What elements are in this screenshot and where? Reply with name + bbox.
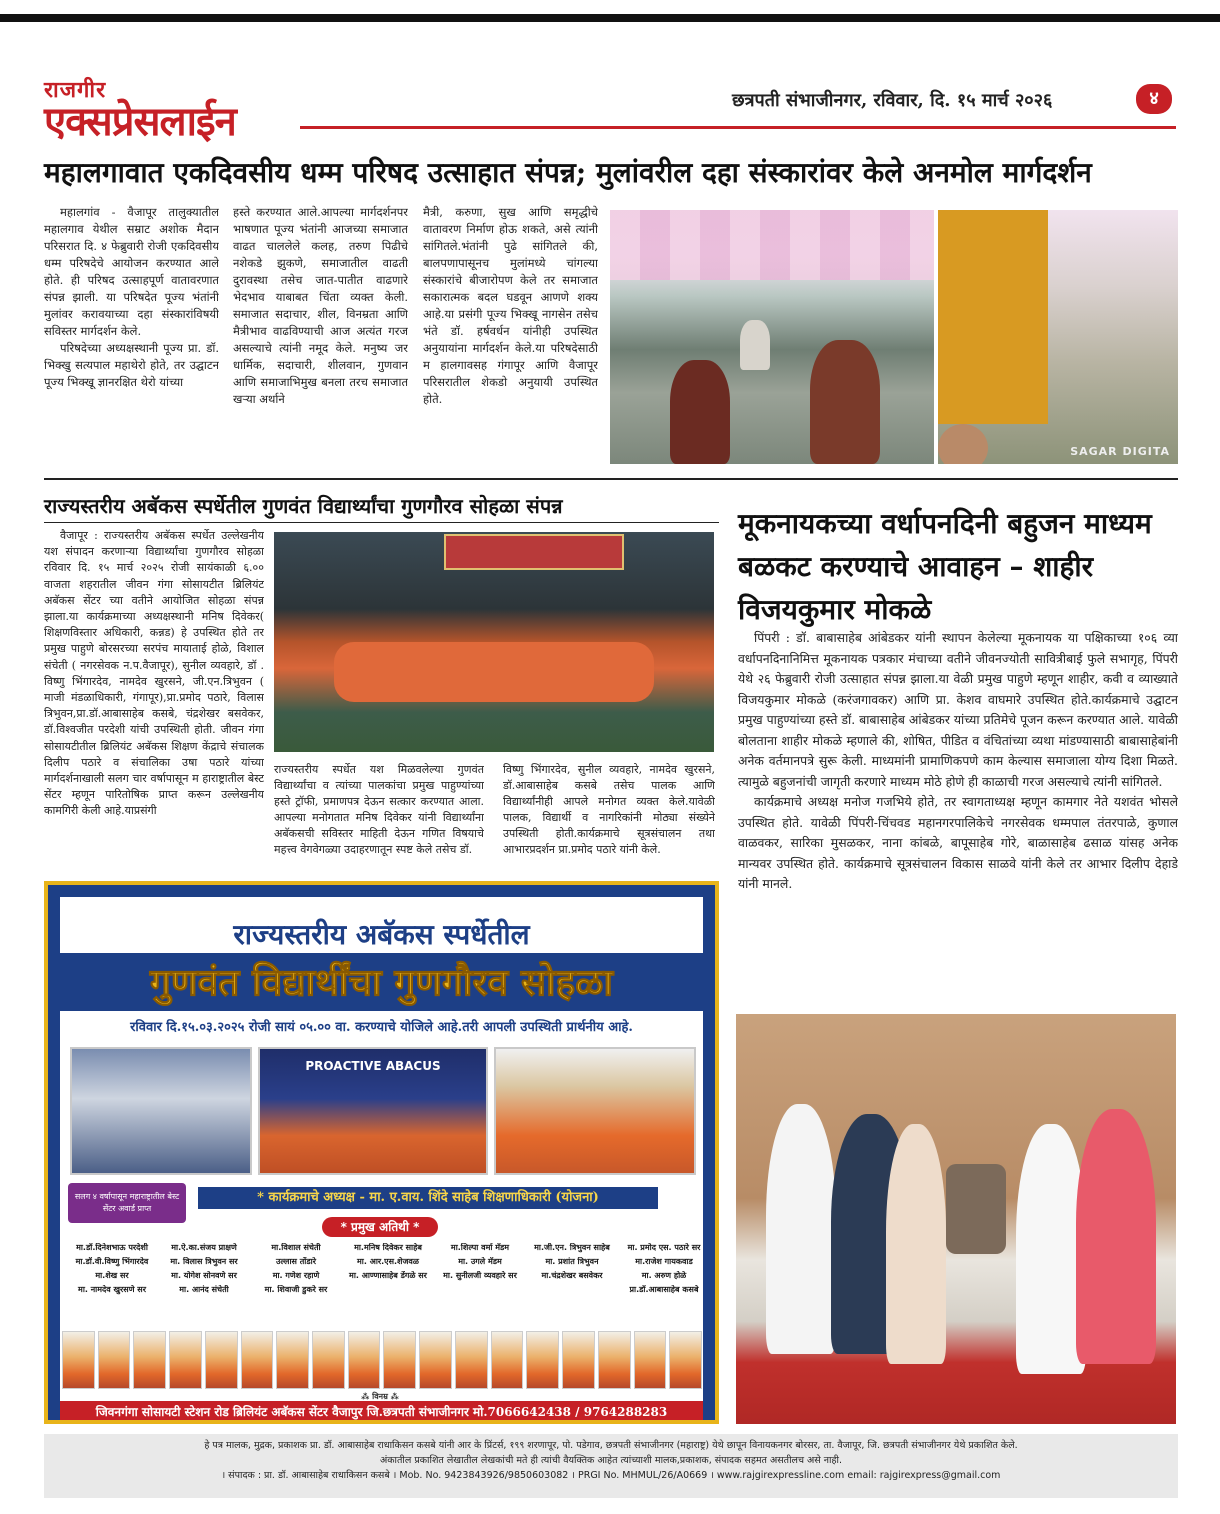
guest-name: मा. उगले मॅडम [458,1257,502,1266]
person-figure [766,1104,836,1354]
story2-col3: विष्णु भिंगारदेव, सुनील व्यवहारे, नामदेव खुरसने, डॉ.आबासाहेब कसबे तसेच पालक आणि विद्यार्थ्यांनीही आपले मनोगत व्यक्त केले.यावेळी पालक, विद्यार्थी व नागरिकांनी मोठ्या संख्येने उपस्थिती होती.कार्यक्रमाचे सूत्रसंचालन तथा आभारप्रदर्शन प्रा.प्रमोद पठारे यांनी केले. [503,763,715,856]
portrait-frame [946,1164,1006,1254]
guest-name: मा. आर.एस.शेजवळ [357,1257,419,1266]
story3-para1: पिंपरी : डॉ. बाबासाहेब आंबेडकर यांनी स्थापन केलेल्या मूकनायक या पक्षिकाच्या १०६ व्या वर्धापनदिनानिमित्त मूकनायक पत्रकार मंचाच्या वतीने जीवनज्योती सावित्रीबाई फुले सभागृह, पिंपरी येथे २६ फेब्रुवारी रोजी उत्साहात संपन्न झाला.या वेळी प्रमुख पाहुणे म्हणून शाहीर, कवी व व्याख्याते विजयकुमार मोकळे (करंजगावकर) आणि प्रा. केशव वाघमारे उपस्थित होते.कार्यक्रमाचे उद्घाटन प्रमुख पाहुण्यांच्या हस्ते डॉ. बाबासाहेब आंबेडकर यांच्या प्रतिमेचे पूजन करून करण्यात आले. यावेळी बोलताना शाहीर मोकळे म्हणाले की, शोषित, पीडित व वंचितांच्या व्यथा मांडण्यासाठी बाबासाहेबांनी अनेक वर्तमानपत्रे सुरू केली. माध्यमांनी प्रामाणिकपणे काम केल्यास समाजाला योग्य दिशा मिळते. त्यामुळे बहुजनांची जागृती करणारे माध्यम मोठे होणे ही काळाची गरज असल्याचे त्यांनी सांगितले. [738,630,1178,789]
student-photo [169,1331,202,1389]
person-figure [886,1124,946,1364]
masthead-small: राजगीर [44,77,107,103]
guest-name [344,1285,432,1295]
student-photo [241,1331,274,1389]
guest-name: मा.विशाल संचेती [271,1243,321,1252]
masthead-title: एक्सप्रेसलाईन [44,98,236,145]
page-number: ४ [1136,84,1172,114]
ad-photo-3 [494,1047,696,1175]
ad-panel [60,897,703,1419]
stage-banner [444,534,624,570]
story2-col2: राज्यस्तरीय स्पर्धेत यश मिळवलेल्या गुणवंत विद्यार्थ्यांचा व त्यांच्या पालकांचा प्रमुख पाहुण्यांच्या हस्ते ट्रॉफी, प्रमाणपत्र देऊन सत्कार करण्यात आला. आपल्या मनोगतात मनिष दिवेकर यांनी विद्यार्थ्यांना अबॅकसची सविस्तर माहिती देऊन गणित विषयाचे महत्त्व वेगवेगळ्या उदाहरणातून स्पष्ट केले तसेच डॉ. [274,763,484,856]
imprint-line-2: अंकातील प्रकाशित लेखातील लेखकांची मते ही त्यांची वैयक्तिक आहेत त्यांच्याशी मालक,प्रकाशक, संपादक सहमत असतीलच असे नाही. [380,1455,842,1466]
guest-name: मा.शिल्पा वर्मा मॅडम [450,1243,510,1252]
monk-figure [938,210,1048,424]
student-photo [276,1331,309,1389]
story1-photo-crowd [610,210,934,464]
ad-title: राज्यस्तरीय अबॅकस स्पर्धेतील [233,918,530,951]
story3-headline: मूकनायकच्या वर्धापनदिनी बहुजन माध्यम बळकट करण्याचे आवाहन – शाहीर विजयकुमार मोकळे [738,507,1152,626]
headline-rule [44,522,719,523]
guest-name: मा. विलास त्रिभुवन सर [170,1257,238,1266]
ad-guests-heading: * प्रमुख अतिथी * [322,1217,438,1237]
guest-name: मा.मनिष दिवेकर साहेब [354,1243,422,1252]
student-photo [205,1331,238,1389]
dateline: छत्रपती संभाजीनगर, रविवार, दि. १५ मार्च २०२६ [732,90,1053,111]
guest-name: मा. अरुण होळे [641,1271,687,1280]
story1-col1 [44,204,219,470]
student-photo [348,1331,381,1389]
ad-guests-grid [68,1243,708,1295]
guest-name: प्रा.डॉ.आबासाहेब कसबे [629,1285,699,1294]
student-photo [62,1331,95,1389]
story2-photo-stage [274,532,714,752]
masthead-rule [300,126,1176,129]
student-photo [598,1331,631,1389]
students-group [334,642,654,702]
story2-col1 [44,528,264,868]
student-photo [419,1331,452,1389]
crowd-figure [740,320,770,370]
guest-name: मा. आनंद संचेती [179,1285,229,1294]
guest-name: मा. शिवाजी डुकरे सर [264,1285,328,1294]
photo-credit: SAGAR DIGITA [1070,445,1170,458]
ad-award-badge: सलग ४ वर्षापासून महाराष्ट्रातील बेस्ट सेंटर अवार्ड प्राप्त [68,1183,186,1223]
student-photo [98,1331,131,1389]
ad-photo-1 [70,1047,252,1175]
student-photo [526,1331,559,1389]
student-photo [491,1331,524,1389]
story3-body [738,628,1178,1006]
student-photo [312,1331,345,1389]
guest-name: मा. प्रशांत त्रिभुवन [545,1257,599,1266]
monk-head [938,424,988,464]
guest-name: मा.ऐ.का.संजय प्राक्षणे [171,1243,237,1252]
story3-photo [736,1014,1176,1424]
guest-name: मा. गणेश रहाणे [272,1271,320,1280]
tent-canopy [610,210,934,280]
guest-name: मा.राजेश गायकवाड [635,1257,693,1266]
event-advertisement [44,881,719,1424]
student-photo [455,1331,488,1389]
guest-name: मा.डॉ.दिनेशभाऊ परदेशी [76,1243,148,1252]
guest-name: मा. आण्णासाहेब डेंगळे सर [349,1271,427,1280]
guest-name: मा. सुनीलजी व्यवहारे सर [443,1271,517,1280]
student-photo [634,1331,667,1389]
section-rule [44,478,1178,480]
imprint-line-3: । संपादक : प्रा. डॉ. आबासाहेब राधाकिसन कसबे । Mob. No. 9423843926/9850603082 । PRGI No. MHMUL/26/A0669 । www.rajgirexpressline.com email: rajgirexpress@gmail.com [221,1470,1001,1481]
student-photo [669,1331,702,1389]
guest-name: मा.शेख सर [95,1271,129,1280]
imprint-footer [44,1434,1178,1498]
story1-para2: परिषदेच्या अध्यक्षस्थानी पूज्य प्रा. डॉ. भिक्खु सत्यपाल महाथेरो होते, तर उद्घाटन पूज्य भिक्खू ज्ञानरक्षित थेरो यांच्या [44,341,219,389]
monk-figure [810,340,880,464]
ad-footer-heading: ⁂ विनम्र ⁂ [361,1392,399,1401]
guest-name [436,1285,524,1295]
guest-name [528,1285,616,1295]
story3-para2: कार्यक्रमाचे अध्यक्ष मनोज गजभिये होते, तर स्वागताध्यक्ष म्हणून कामगार नेते यशवंत भोसले उपस्थित होते. यावेळी पिंपरी-चिंचवड महानगरपालिकेचे नगरसेवक धम्मपाल तंतरपाळे, कुणाल वाळवकर, सारिका मुसळकर, नाना कांबळे, बापूसाहेब गोरे, बाळासाहेब ढसाळ यांसह अनेक मान्यवर उपस्थित होते. कार्यक्रमाचे सूत्रसंचालन विकास साळवे यांनी केले तर आभार दिलीप देहाडे यांनी मानले. [738,794,1178,891]
guest-name: मा.डॉ.वी.विष्णु भिंगारदेव [75,1257,149,1266]
monk-figure [670,360,730,464]
guest-name: मा.चंद्रशेखर बसवेकर [541,1271,603,1280]
ad-subtitle: रविवार दि.१५.०३.२०२५ रोजी सायं ०५.०० वा. करण्याचे योजिले आहे.तरी आपली उपस्थिती प्रार्थनीय आहे. [130,1020,633,1035]
story1-col3: मैत्री, करुणा, सुख आणि समृद्धीचे वातावरण निर्माण होऊ शकते, असे त्यांनी सांगितले.भंतांनी पुढे सांगितले की, बालपणापासूनच मुलांमध्ये चांगल्या संस्कारांचे बीजारोपण केले तर समाजात सकारात्मक बदल घडवून आणणे शक्य आहे.या प्रसंगी पूज्य भिक्खू नागसेन तसेच भंते डॉ. हर्षवर्धन यांनीही उपस्थित अनुयायांना मार्गदर्शन केले.या परिषदेसाठी म हालगावसह गंगापूर आणि वैजापूर परिसरातील शेकडो अनुयायी उपस्थित होते. [423,205,598,406]
ad-student-photos [62,1331,702,1389]
student-photo [562,1331,595,1389]
student-photo [383,1331,416,1389]
story2-para1: वैजापूर : राज्यस्तरीय अबॅकस स्पर्धेत उल्लेखनीय यश संपादन करणाऱ्या विद्यार्थ्यांचा गुणगौरव सोहळा रविवार दि. १५ मार्च २०२५ रोजी सायंकाळी ६.०० वाजता शहरातील जीवन गंगा सोसायटीत ब्रिलियंट अबॅकस सेंटर च्या वतीने आयोजित सोहळा संपन्न झाला.या कार्यक्रमाच्या अध्यक्षस्थानी मनिष दिवेकर( शिक्षणविस्तार अधिकारी, कन्नड) हे उपस्थित होते तर प्रमुख पाहुणे बोरसरच्या सरपंच मायाताई होळे, विशाल संचेती ( नगरसेवक न.प.वैजापूर), सुनील व्यवहारे, डॉ . विष्णु भिंगारदेव, नामदेव खुरसने, जी.एन.त्रिभुवन ( माजी मंडळाधिकारी, गंगापूर),प्रा.प्रमोद पठारे, विलास त्रिभुवन,प्रा.डॉ.आबासाहेब कसबे, चंद्रशेखर बसवेकर, डॉ.विश्वजीत परदेशी यांची उपस्थिती होती. जीवन गंगा सोसायटीतील ब्रिलियंट अबॅकस शिक्षण केंद्राचे संचालक दिलीप पठारे व संचालिका उषा पठारे यांच्या मार्गदर्शनाखाली सलग चार वर्षापासून म हाराष्ट्रातील बेस्ट सेंटर म्हणून पारितोषिक प्राप्त करून उल्लेखनीय कामगिरी केली आहे.याप्रसंगी [44,529,264,818]
top-border [0,14,1220,22]
story1-headline: महालगावात एकदिवसीय धम्म परिषद उत्साहात संपन्न; मुलांवरील दहा संस्कारांवर केले अनमोल मार्गदर्शन [44,156,1092,189]
ad-photo-2 [258,1047,488,1175]
guest-name: मा. प्रमोद एस. पठारे सर [627,1243,701,1252]
guest-name: उल्लास तोंडारे [276,1257,316,1266]
ad-photo-banner-text: PROACTIVE ABACUS [305,1059,441,1073]
student-photo [133,1331,166,1389]
story2-headline: राज्यस्तरीय अबॅकस स्पर्धेतील गुणवंत विद्यार्थ्यांचा गुणगौरव सोहळा संपन्न [44,494,563,518]
ad-chief-guest: * कार्यक्रमाचे अध्यक्ष - मा. ए.वाय. शिंदे साहेब शिक्षणाधिकारी (योजना) [198,1187,658,1209]
guest-name: मा. नामदेव खुरसणे सर [78,1285,146,1294]
story1-col2: हस्ते करण्यात आले.आपल्या मार्गदर्शनपर भाषणात पूज्य भंतांनी आजच्या समाजात वाढत चाललेले कलह, तरुण पिढीचे नशेकडे झुकणे, समाजातील वाढती दुरावस्था तसेच जात-पातीत वाढणारे भेदभाव याबाबत चिंता व्यक्त केली. समाजात सदाचार, शील, विनम्रता आणि मैत्रीभाव वाढविण्याची आज अत्यंत गरज असल्याचे त्यांनी नमूद केले. मनुष्य जर धार्मिक, सदाचारी, शीलवान, गुणवान आणि समाजाभिमुख बनला तरच समाजात खऱ्या अर्थाने [233,205,408,406]
ad-title-big: गुणवंत विद्यार्थींचा गुणगौरव सोहळा [60,953,703,1011]
story1-photo-monk [938,210,1178,464]
story1-para1: महालगांव - वैजापूर तालुक्यातील महालगाव येथील सम्राट अशोक मैदान परिसरात दि. ४ फेब्रुवारी रोजी एकदिवसीय धम्म परिषदेचे आयोजन करण्यात आले होते. ही परिषद उत्साहपूर्ण वातावरणात संपन्न झाली. या परिषदेत पूज्य भंतांनी मुलांवर करावयाच्या दहा संस्कारांविषयी सविस्तर मार्गदर्शन केले. [44,205,219,338]
person-figure [1076,1109,1156,1364]
guest-name: मा. योगेश सोनवणे सर [171,1271,237,1280]
guest-name: मा.जी.एन. त्रिभुवन साहेब [534,1243,610,1252]
imprint-line-1: हे पत्र मालक, मुद्रक, प्रकाशक प्रा. डॉ. आबासाहेब राधाकिसन कसबे यांनी आर के प्रिंटर्स, १९९ शरणापूर, पो. पडेगाव, छत्रपती संभाजीनगर (महाराष्ट्र) येथे छापून विनायकनगर बोरसर, ता. वैजापूर, जि. छत्रपती संभाजीनगर येथे प्रकाशित केले. [204,1440,1018,1451]
ad-footer-contact: जिवनगंगा सोसायटी स्टेशन रोड ब्रिलियंट अबॅकस सेंटर वैजापुर जि.छत्रपती संभाजीनगर मो.7066642438 / 9764288283 [60,1401,703,1423]
